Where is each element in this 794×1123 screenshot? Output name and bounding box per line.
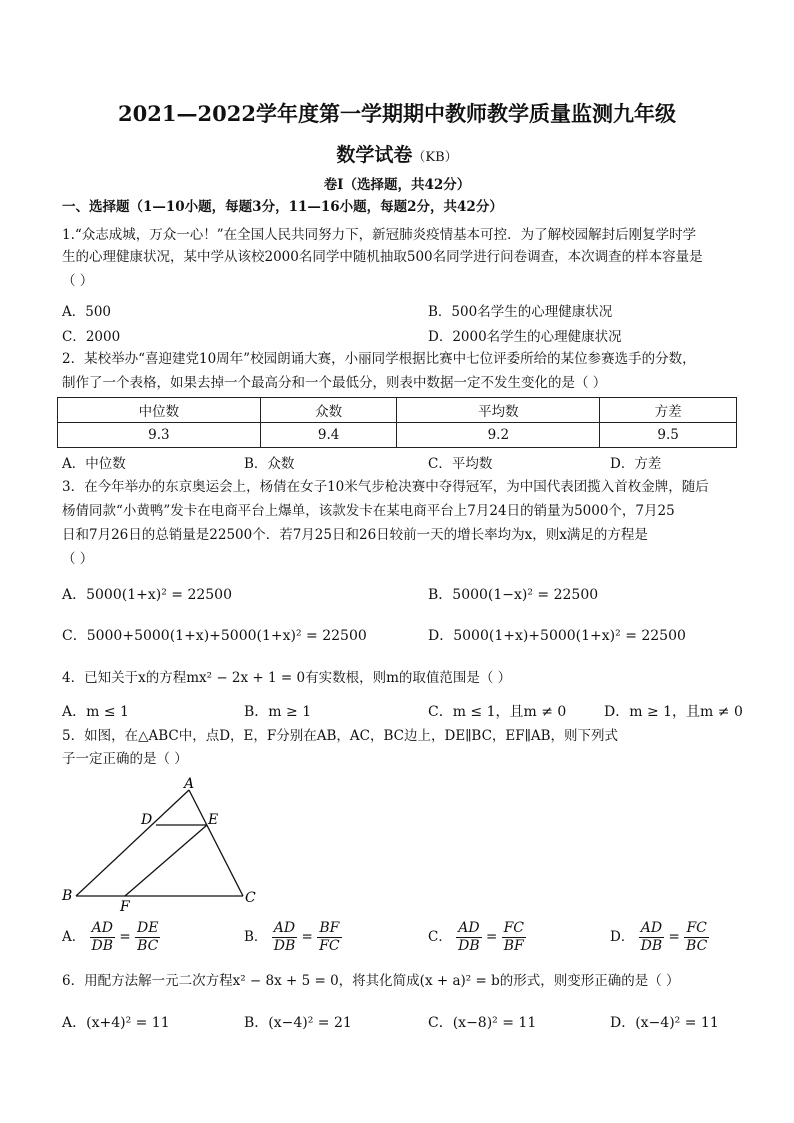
- option-label: A．: [62, 929, 86, 945]
- numerator: AD: [272, 920, 298, 938]
- q1-line2: 生的心理健康状况，某中学从该校2000名同学中随机抽取500名同学进行问卷调查，本次调查的样本容量是: [62, 249, 703, 265]
- label-f: F: [120, 899, 130, 914]
- table-header-cell: 众数: [260, 398, 397, 423]
- option-label: B．: [244, 929, 268, 945]
- volume-heading: 卷Ⅰ（选择题，共42分）: [323, 177, 471, 193]
- denominator: BC: [686, 938, 708, 954]
- denominator: DB: [458, 938, 480, 954]
- table-cell: 9.3: [58, 423, 261, 448]
- denominator: BF: [503, 938, 524, 954]
- q5-option-b[interactable]: [244, 920, 342, 955]
- option-label: D．: [610, 929, 635, 945]
- q4-option-d[interactable]: D．m ≥ 1，且m ≠ 0: [604, 704, 743, 720]
- label-c: C: [245, 890, 256, 906]
- fraction-right: [684, 920, 709, 955]
- q6-option-a[interactable]: A．(x+4)² = 11: [62, 1015, 170, 1031]
- side-ab: [76, 790, 189, 896]
- q2-option-a[interactable]: A．中位数: [62, 456, 126, 472]
- q5-option-d[interactable]: [610, 920, 709, 955]
- q5-option-a[interactable]: [62, 920, 160, 955]
- table-row: [58, 423, 737, 448]
- exam-title: 2021—2022学年度第一学期期中教师教学质量监测九年级: [118, 101, 676, 126]
- q2-option-c[interactable]: C．平均数: [428, 456, 493, 472]
- fraction-right: [135, 920, 160, 955]
- q2-line2: 制作了一个表格，如果去掉一个最高分和一个最低分，则表中数据一定不发生变化的是（ ）: [62, 375, 607, 391]
- table-cell: 9.5: [600, 423, 737, 448]
- table-header-cell: 中位数: [58, 398, 261, 423]
- table-row: [58, 398, 737, 423]
- equals-sign: =: [301, 929, 313, 945]
- q3-line3: 日和7月26日的总销量是22500个．若7月25日和26日较前一天的增长率均为x，则x满足的方程是: [62, 527, 648, 543]
- q4-option-a[interactable]: A．m ≤ 1: [62, 704, 129, 720]
- fraction-right: [317, 920, 341, 955]
- q6-option-d[interactable]: D．(x−4)² = 11: [610, 1015, 719, 1031]
- table-cell: 9.4: [260, 423, 397, 448]
- numerator: FC: [684, 920, 709, 938]
- q5-line2: 子一定正确的是（ ）: [62, 751, 188, 767]
- fraction-left: [272, 920, 298, 955]
- exam-subject: [0, 140, 794, 167]
- q1-option-c[interactable]: C．2000: [62, 329, 121, 345]
- equals-sign: =: [485, 929, 498, 945]
- q5-option-c[interactable]: [428, 920, 526, 955]
- equals-sign: =: [119, 929, 131, 945]
- q1-option-d[interactable]: D．2000名学生的心理健康状况: [428, 329, 622, 345]
- q6-option-c[interactable]: C．(x−8)² = 11: [428, 1015, 537, 1031]
- fraction-left: [639, 920, 665, 955]
- label-e: E: [208, 812, 219, 828]
- fraction-left: [90, 920, 116, 955]
- label-a: A: [184, 776, 195, 792]
- q4-option-c[interactable]: C．m ≤ 1，且m ≠ 0: [428, 704, 567, 720]
- q1-line1: 1.“众志成城，万众一心！”在全国人民共同努力下，新冠肺炎疫情基本可控．为了解校园解封后刚复学时学: [62, 227, 697, 243]
- q3-option-c[interactable]: C．5000+5000(1+x)+5000(1+x)² = 22500: [62, 628, 367, 644]
- denominator: FC: [319, 938, 340, 954]
- section-heading: 一、选择题（1—10小题，每题3分，11—16小题，每题2分，共42分）: [62, 199, 503, 215]
- numerator: FC: [503, 920, 524, 936]
- equals-sign: =: [668, 929, 680, 945]
- table-header-cell: 方差: [600, 398, 737, 423]
- fraction-left: [456, 920, 482, 955]
- q3-option-d[interactable]: D．5000(1+x)+5000(1+x)² = 22500: [428, 628, 686, 644]
- q2-option-d[interactable]: D．方差: [610, 456, 662, 472]
- denominator: DB: [273, 938, 296, 954]
- q2-table: [57, 397, 737, 448]
- q4-option-b[interactable]: B．m ≥ 1: [244, 704, 312, 720]
- q3-line4: （ ）: [62, 551, 94, 567]
- q5-line1: 5．如图，在△ABC中，点D，E，F分别在AB，AC，BC边上，DE∥BC，EF∥AB，则下列式: [62, 728, 619, 744]
- subject-name: 数学试卷: [336, 144, 413, 166]
- table-header-cell: 平均数: [397, 398, 600, 423]
- numerator: DE: [136, 920, 159, 936]
- numerator: AD: [639, 920, 665, 938]
- side-ac: [189, 790, 243, 896]
- denominator: DB: [91, 938, 114, 954]
- q3-option-b[interactable]: B．5000(1−x)² = 22500: [428, 587, 599, 603]
- numerator: AD: [90, 920, 116, 938]
- segment-ef: [125, 825, 207, 896]
- denominator: DB: [640, 938, 663, 954]
- q6-option-b[interactable]: B．(x−4)² = 21: [244, 1015, 352, 1031]
- option-label: C．: [428, 929, 452, 945]
- q1-line3: （ ）: [62, 273, 94, 289]
- label-b: B: [62, 888, 73, 904]
- q6-line1: 6．用配方法解一元二次方程x² − 8x + 5 = 0，将其化简成(x + a)² = b的形式，则变形正确的是（ ）: [62, 973, 680, 989]
- numerator: BF: [317, 920, 341, 938]
- q3-line1: 3．在今年举办的东京奥运会上，杨倩在女子10米气步枪决赛中夺得冠军，为中国代表团揽入首枚金牌，随后: [62, 479, 709, 495]
- q1-option-b[interactable]: B．500名学生的心理健康状况: [428, 304, 613, 320]
- subject-code: （KB）: [412, 150, 458, 165]
- denominator: BC: [137, 938, 159, 954]
- numerator: AD: [456, 920, 482, 938]
- q2-line1: 2．某校举办“喜迎建党10周年”校园朗诵大赛，小丽同学根据比赛中七位评委所给的某位参赛选手的分数，: [62, 351, 696, 367]
- table-cell: 9.2: [397, 423, 600, 448]
- fraction-right: [502, 920, 526, 955]
- triangle-figure: [58, 774, 268, 914]
- q3-option-a[interactable]: A．5000(1+x)² = 22500: [62, 587, 232, 603]
- label-d: D: [141, 812, 153, 828]
- q2-option-b[interactable]: B．众数: [244, 456, 295, 472]
- q4-line1: 4．已知关于x的方程mx² − 2x + 1 = 0有实数根，则m的取值范围是（ ）: [62, 670, 512, 686]
- q3-line2: 杨倩同款“小黄鸭”发卡在电商平台上爆单，该款发卡在某电商平台上7月24日的销量为5000个，7月25: [62, 503, 675, 519]
- q1-option-a[interactable]: A．500: [62, 304, 112, 320]
